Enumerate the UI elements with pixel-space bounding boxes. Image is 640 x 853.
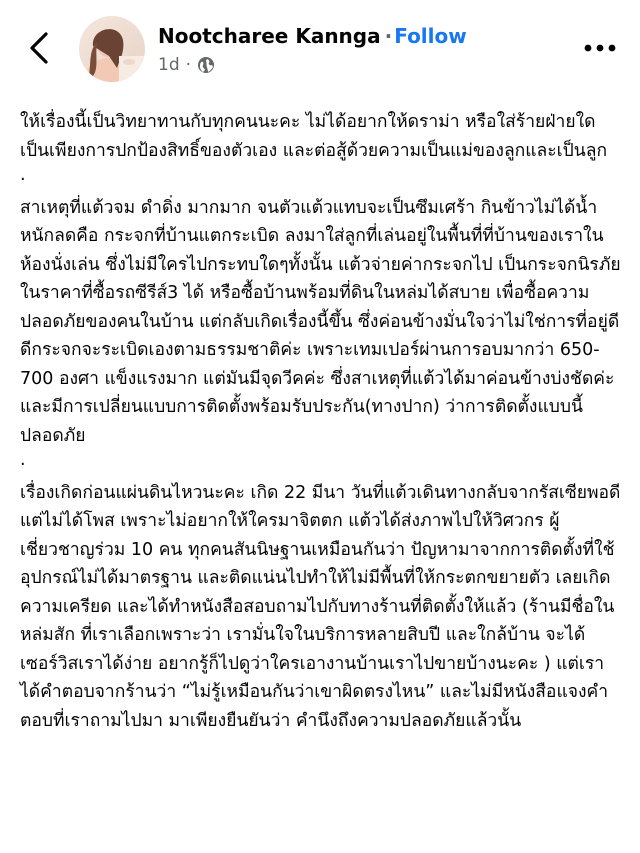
post-time[interactable]: 1d [158,55,180,75]
author-avatar[interactable] [79,16,145,82]
globe-icon [197,56,215,74]
chevron-left-icon [22,28,58,68]
back-button[interactable] [22,28,58,68]
post-meta [158,53,215,77]
meta-separator: · [185,55,192,75]
post-separator: . [20,165,26,185]
follow-button[interactable]: Follow [394,24,467,48]
post-header [0,0,640,96]
post-separator: . [20,450,26,470]
author-name[interactable]: Nootcharee Kannga [158,24,381,48]
post-paragraph: สาเหตุที่แต้วจม ดำดิ่ง มากมาก จนตัวแต้วแทบจะเป็นซึมเศร้า กินข้าวไม่ได้น้ำหนักลดคือ กระจกที่บ้านแตกระเบิด ลงมาใส่ลูกที่เล่นอยู่ในพื้นที่ที่บ้านของเราในห้องนั่งเล่น ซึ่งไม่มีใครไปกระทบใดๆทั้งนั้น แต้วจ่ายค่ากระจกไป เป็นกระจกนิรภัย ในราคาที่ซื้อรถซีรีส์3 ได้ หรือซื้อบ้านพร้อมที่ดินในหล่มได้สบาย เพื่อซื้อความปลอดภัยของคนในบ้าน แต่กลับเกิดเรื่องนี้ขึ้น ซึ่งค่อนข้างมั่นใจว่าไม่ใช่การที่อยู่ดีดีกระจกจะระเบิดเองตามธรรมชาติค่ะ เพราะเทมเปอร์ผ่านการอบมากว่า 650-700 องศา แข็งแรงมาก แต่มันมีจุดวีคค่ะ ซึ่งสาเหตุที่แต้วได้มาค่อนข้างบ่งชัดค่ะ และมีการเปลี่ยนแบบการติดตั้งพร้อมรับประกัน(ทางปาก) ว่าการติดตั้งแบบนี้ปลอดภัย [20,197,621,446]
author-line [158,22,467,50]
more-dots-icon [583,36,617,60]
avatar-photo [79,16,145,82]
post-content [20,108,624,735]
post-paragraph: เรื่องเกิดก่อนแผ่นดินไหวนะคะ เกิด 22 มีนา วันที่แต้วเดินทางกลับจากรัสเซียพอดี แต่ไม่ได้โพส เพราะไม่อยากให้ใครมาจิตตก แต้วได้ส่งภาพไปให้วิศวกร ผู้เชี่ยวชาญร่วม 10 คน ทุกคนสันนิษฐานเหมือนกันว่า ปัญหามาจากการติดตั้งที่ใช้อุปกรณ์ไม่ได้มาตรฐาน และติดแน่นไปทำให้ไม่มีพื้นที่ให้กระตกขยายตัว เลยเกิดความเครียด และได้ทำหนังสือสอบถามไปกับทางร้านที่ติดตั้งให้แล้ว (ร้านมีชื่อในหล่มสัก ที่เราเลือกเพราะว่า เรามั่นใจในบริการหลายสิบปี และใกล้บ้าน จะได้เซอร์วิสเราได้ง่าย อยากรู้ก็ไปดูว่าใครเอางานบ้านเราไปขายบ้างนะคะ ) แต่เราได้คำตอบจากร้านว่า “ไม่รู้เหมือนกันว่าเขาผิดตรงไหน” และไม่มีหนังสือแจงคำตอบที่เราถามไปมา มาเพียงยืนยันว่า คำนึงถึงความปลอดภัยแล้วนั้น [20,482,621,731]
post-paragraph: ให้เรื่องนี้เป็นวิทยาทานกับทุกคนนะคะ ไม่ได้อยากให้ดราม่า หรือใส่ร้ายฝ่ายใด เป็นเพียงการปกป้องสิทธิ์ของตัวเอง และต่อสู้ด้วยความเป็นแม่ของลูกและเป็นลูก [20,112,608,161]
separator-dot: · [384,24,393,48]
more-options-button[interactable] [583,36,617,60]
